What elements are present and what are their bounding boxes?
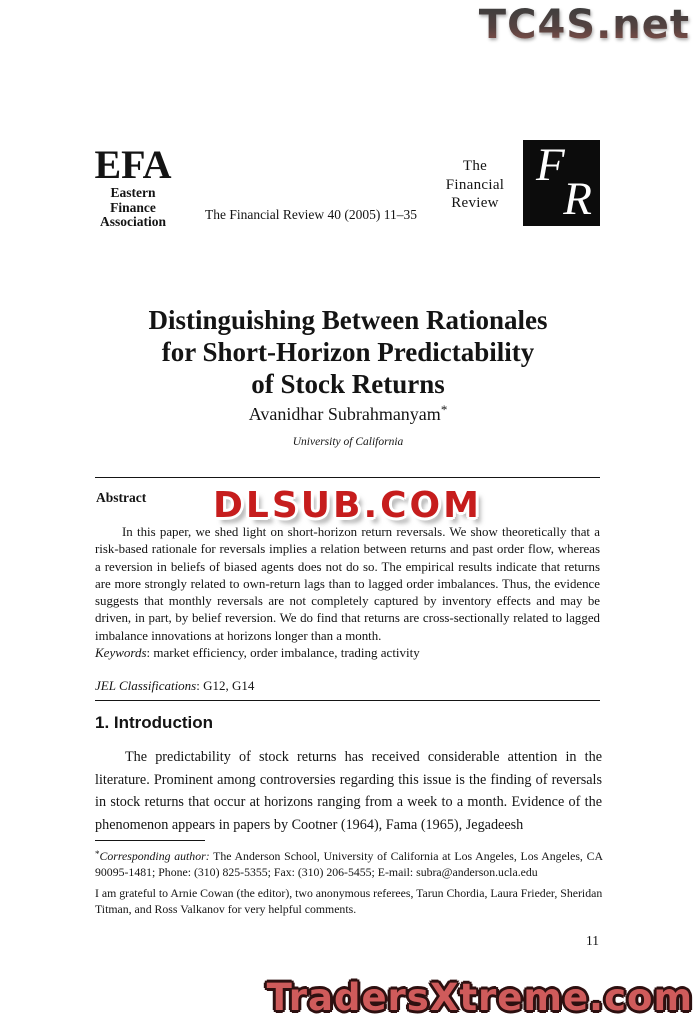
journal-name [425,157,525,213]
footnote-corresponding-author [95,847,603,880]
journal-name-line: Review [451,195,499,211]
article-title [48,304,648,400]
watermark-middle: DLSUB.COM [213,485,482,526]
fr-logo-letter-r: R [563,173,592,225]
abstract-bottom-rule [95,700,600,701]
journal-name-line: Financial [445,176,505,193]
corresponding-author-text: The Anderson School, University of California at Los Angeles, Los Angeles, CA 90095-1481; Phone: (310) 825-5355; Fax: (310) 206-5455; E-mail: subra@anderson.ucla.edu [95,849,603,879]
author-affiliation: University of California [292,436,404,448]
abstract-body: In this paper, we shed light on short-horizon return reversals. We show theoretically that a risk-based rationale for reversals implies a relation between returns and past order flow, whereas a reversion in beliefs of biased agents does not do so. The empirical results indicate that returns are more strongly related to own-return lags than to lagged order imbalances. Thus, the evidence suggests that monthly reversals are not completely captured by inventory effects and may be driven, in part, by belief reversion. We do find that returns are cross-sectionally related to lagged imbalance innovations at horizons longer than a month. [95,525,600,643]
journal-name-line: The [462,158,488,174]
abstract-top-rule [95,477,600,478]
efa-acronym: EFA [94,142,172,187]
jel-line [95,678,254,694]
keywords-line [95,645,420,661]
section-heading-introduction: 1. Introduction [95,713,214,732]
footnote-marker: * [95,849,100,859]
page-number: 11 [586,933,599,948]
fr-logo-letter-f: F [536,139,565,191]
jel-text: : G12, G14 [196,678,255,693]
corresponding-author-label: Corresponding author: [99,849,210,863]
efa-line-finance: Finance [110,199,156,215]
jel-label: JEL Classifications [95,678,197,693]
title-line-1: Distinguishing Between Rationales [148,305,548,335]
efa-line-eastern: Eastern [110,185,156,200]
title-line-2: for Short-Horizon Predictability [161,337,535,367]
author-name [48,402,648,425]
title-line-3: of Stock Returns [251,369,445,399]
efa-line-association: Association [99,214,166,229]
author-text: Avanidhar Subrahmanyam [248,404,441,424]
watermark-bottom: TradersXtreme.com [266,976,693,1019]
keywords-label: Keywords [95,645,147,660]
keywords-text: : market efficiency, order imbalance, trading activity [146,645,420,660]
introduction-body: The predictability of stock returns has received considerable attention in the literature. Prominent among controversies regarding this issue is the finding of reversals in stock returns that occur at horizons ranging from a week to a month. Evidence of the phenomenon appears in papers by Cootner (1964), Fama (1965), Jegadeesh [95,749,602,833]
journal-citation: The Financial Review 40 (2005) 11–35 [204,207,418,222]
watermark-top: TC4S.net [478,2,690,48]
fr-logo [523,140,600,226]
abstract-heading: Abstract [96,490,147,505]
footnote-separator-rule [95,840,205,841]
footnote-acknowledgment: I am grateful to Arnie Cowan (the editor), two anonymous referees, Tarun Chordia, Laura Frieder, Sheridan Titman, and Ross Valkanov for very helpful comments. [95,886,603,916]
author-footnote-marker: * [440,402,448,417]
